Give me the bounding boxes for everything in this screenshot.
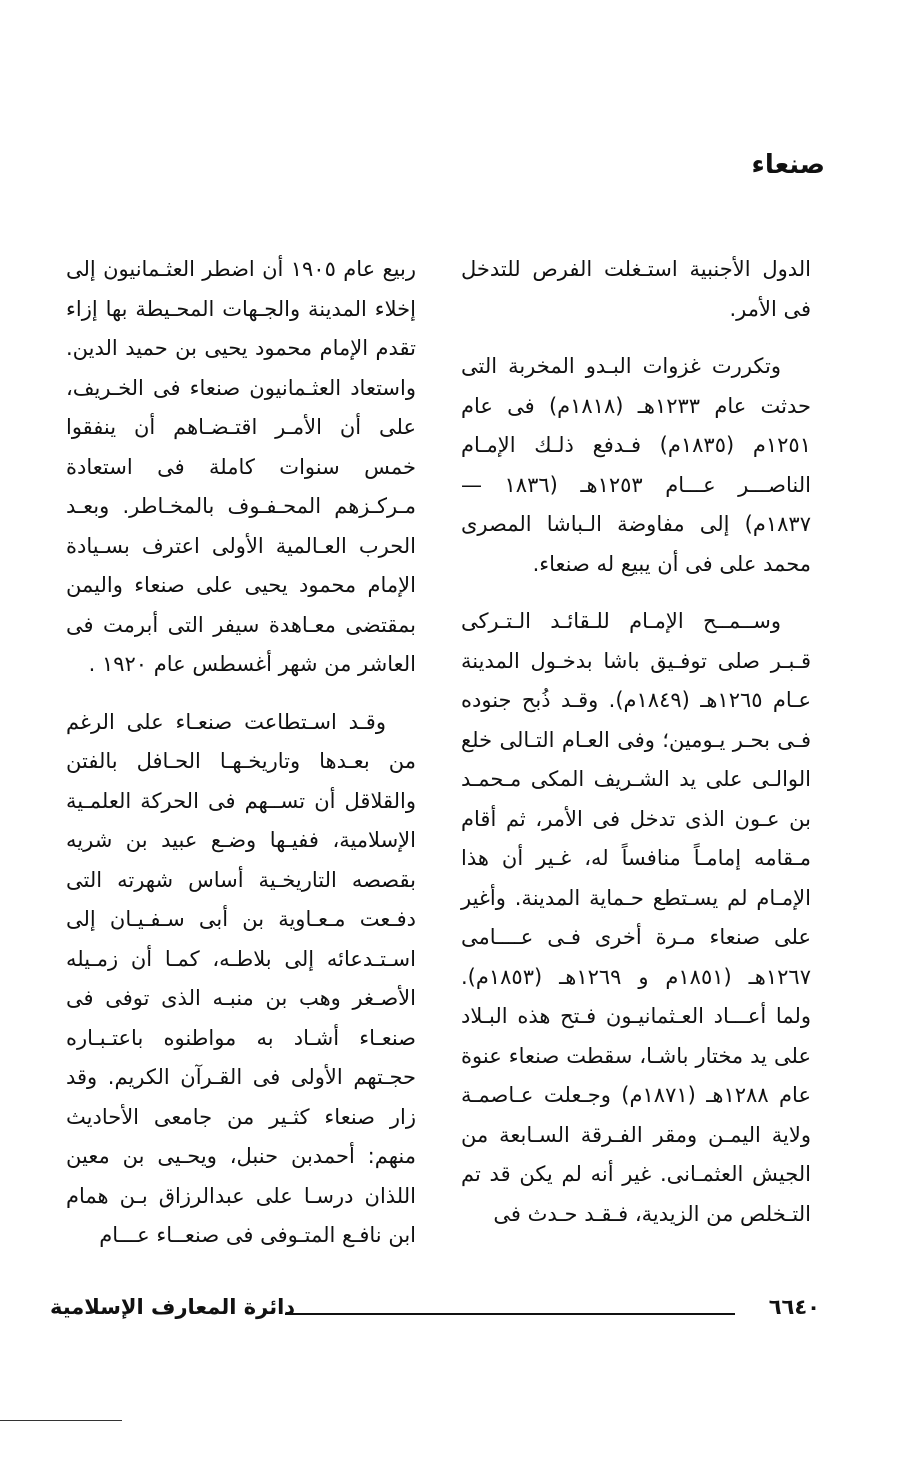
right-column	[461, 250, 811, 1252]
paragraph: الدول الأجنبية استـغلت الفرص للتدخل فى الأمر.	[461, 257, 811, 321]
page-number: ٦٦٤٠	[768, 1295, 820, 1319]
paragraph: ربيع عام ١٩٠٥ أن اضطر العثـمانيون إلى إخلاء المدينة والجـهات المحـيطة بها إزاء تقدم الإمام محمود يحيى بن حميد الدين. واستعاد العثـمانيون صنعاء فى الخـريف، على أن الأمـر اقتـضـاهم أن ينفقوا خمس سنوات كاملة فى استعادة مـركـزهم المحـفـوف بالمخـاطر. وبعـد الحرب العـالمية الأولى اعترف بسـيادة الإمام محمود يحيى على صنعاء واليمن بمقتضى معـاهدة سيفر التى أبرمت فى العاشر من شهر أغسطس عام ١٩٢٠ .	[66, 257, 416, 676]
running-head: صنعاء	[751, 150, 825, 180]
left-column	[66, 250, 416, 1274]
scan-edge-line	[0, 1420, 122, 1421]
footer-rule	[285, 1313, 735, 1315]
paragraph: وقـد اسـتطاعت صنعـاء على الرغم من بعـدها وتاريخـهـا الحـافل بالفتن والقلاقل أن تســهم فى الحركة العلمـية الإسلامية، ففيـها وضـع عبيد بن شريه بقصصه التاريخـية أساس شهرته التى دفـعت مـعـاوية بن أبى سـفـيـان إلى اسـتـدعائه إلى بلاطـه، كمـا أن زمـيله الأصـغر وهب بن منبـه الذى توفى فى صنعـاء أشـاد به مواطنوه باعتـبـاره حجـتهم الأولى فى القـرآن الكريم. وقد زار صنعاء كثـير من جامعى الأحاديث منهم: أحمدبن حنبل، ويحـيى بن معين اللذان درسـا على عبدالرزاق بـن همام ابن نافـع المتـوفى فى صنعــاء عـــام	[66, 709, 416, 1247]
paragraph: وتكررت غزوات البـدو المخربة التى حدثت عام ١٢٣٣هـ (١٨١٨م) فى عام ١٢٥١م (١٨٣٥م) فـدفع ذلـك الإمـام الناصـــر عـــام ١٢٥٣هـ (١٨٣٦ — ١٨٣٧م) إلى مفاوضة الـباشا المصرى محمد على فى أن يبيع له صنعاء.	[461, 354, 811, 576]
page-footer	[50, 1295, 820, 1325]
paragraph: وســمــح الإمـام للـقائـد الـتـركى قـبـر صلى توفـيق باشا بدخـول المدينة عـام ١٢٦٥هـ (١٨٤٩م). وقـد ذُبح جنوده فـى بحـر يـومين؛ وفى العـام التـالى خلع الوالـى على يد الشـريف المكى مـحمـد بن عـون الذى تدخل فى الأمر، ثم أقام مـقامه إمامـاً منافساً له، غـير أن هذا الإمـام لم يسـتطع حـماية المدينة. وأغير على صنعاء مـرة أخرى فـى عــــامى ١٢٦٧هـ (١٨٥١م و ١٢٦٩هـ (١٨٥٣م). ولما أعـــاد العـثمانيـون فـتح هذه البـلاد على يد مختار باشـا، سقطت صنعاء عنوة عام ١٢٨٨هـ (١٨٧١م) وجـعلت عـاصمـة ولاية اليمـن ومقر الفـرقة السـابعة من الجيش العثمـانى. غير أنه لم يكن قد تم التـخلص من الزيدية، فـقـد حـدث فى	[461, 609, 811, 1226]
publication-title: دائرة المعارف الإسلامية	[50, 1295, 296, 1319]
